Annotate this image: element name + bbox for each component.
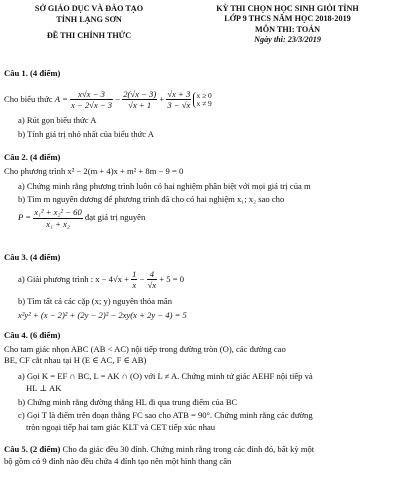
- official-exam-label: ĐỀ THI CHÍNH THỨC: [46, 30, 132, 40]
- q4-part-c-1: c) Gọi T là điểm trên đoạn thẳng FC sao cho ATB = 90°. Chứng minh rằng các đường: [18, 410, 313, 421]
- q1-fraction-3: [166, 89, 191, 111]
- q5-text-2: bộ gồm có 9 đỉnh nào đều chứa 4 đỉnh tạo nên một hình thang cân: [4, 455, 232, 466]
- q1-intro: Cho biểu thức: [4, 93, 53, 104]
- q2-part-a: a) Chứng minh rằng phương trình luôn có hai nghiệm phân biệt với mọi giá trị của m: [18, 181, 311, 192]
- exam-date: Ngày thi: 23/3/2019: [254, 34, 321, 44]
- q5-line-1: [4, 444, 396, 455]
- question-2-title: Câu 2. (4 điểm): [4, 152, 61, 162]
- q1-f3-den: 3 − √x: [167, 100, 191, 111]
- q3-a-prefix: a) Giải phương trình : x − 4√x +: [18, 273, 129, 284]
- question-1-title: Câu 1. (4 điểm): [4, 68, 61, 78]
- department-name: SỞ GIÁO DỤC VÀ ĐÀO TẠO: [34, 4, 144, 13]
- header-left: [14, 4, 164, 42]
- q3-a-f2-num: 4: [147, 269, 158, 281]
- q1-f2-den: √x + 1: [128, 100, 152, 111]
- q2-p-den: x₁ + x₂: [46, 218, 70, 229]
- q1-f1-num: x√x − 3: [70, 89, 113, 101]
- grade-year: LỚP 9 THCS NĂM HỌC 2018-2019: [224, 14, 351, 24]
- q5-text-1: Cho đa giác đều 30 đỉnh. Chứng minh rằng trong các đỉnh đó, bất kỳ một: [62, 444, 315, 454]
- question-5-title: Câu 5. (2 điểm): [4, 444, 61, 454]
- q2-intro: Cho phương trình x² − 2(m + 4)x + m² + 8m − 9 = 0: [4, 165, 184, 176]
- q1-part-b: b) Tính giá trị nhỏ nhất của biểu thức A: [18, 128, 155, 139]
- q2-p-fraction: [33, 207, 83, 229]
- q1-f1-den: x − 2√x − 3: [70, 100, 113, 111]
- question-1: [4, 68, 396, 140]
- q2-p-num: x₁² + x₂² − 60: [34, 206, 82, 217]
- q1-cond-1: x ≥ 0: [196, 90, 212, 100]
- q1-conditions: [193, 92, 211, 109]
- q4-part-a-2: HL ⊥ AK: [26, 382, 62, 393]
- q3-a-suffix: + 5 = 0: [159, 273, 185, 284]
- subject: MÔN THI: TOÁN: [254, 24, 321, 34]
- q1-part-a: a) Rút gọn biểu thức A: [18, 115, 97, 126]
- q2-p-expression: [4, 207, 396, 229]
- q3-a-fraction-1: [131, 269, 137, 291]
- q3-a-f2-den: √x: [147, 280, 157, 291]
- q2-part-b: b) Tìm m nguyên dương để phương trình đã cho có hai nghiệm x₁; x₂ sao cho: [18, 194, 285, 205]
- q3-a-minus: −: [139, 273, 145, 284]
- q3-part-a: [4, 269, 396, 291]
- q3-a-fraction-2: [147, 269, 158, 291]
- question-4: [4, 330, 396, 433]
- q1-expr-label: A =: [54, 93, 68, 104]
- q1-fraction-1: [70, 89, 113, 111]
- q2-p-tail: đạt giá trị nguyên: [84, 212, 146, 223]
- q1-fraction-2: [122, 89, 157, 111]
- q1-f2-num: 2(√x − 3): [123, 88, 157, 99]
- q4-part-c-2: tròn ngoại tiếp hai tam giác KLT và CET tiếp xúc nhau: [26, 422, 216, 433]
- q3-a-f1-num: 1: [132, 268, 137, 279]
- exam-name: KỲ THI CHỌN HỌC SINH GIỎI TỈNH: [216, 4, 359, 13]
- question-5: [4, 444, 396, 466]
- q1-f3-num: √x + 3: [167, 88, 191, 99]
- q4-intro-1: Cho tam giác nhọn ABC (AB < AC) nội tiếp trong đường tròn (O), các đường cao: [4, 343, 286, 354]
- province-name: TỈNH LẠNG SƠN: [56, 15, 122, 25]
- question-2: [4, 152, 396, 229]
- q4-intro-2: BE, CF cắt nhau tại H (E ∈ AC, F ∈ AB): [4, 355, 147, 366]
- q3-part-b: b) Tìm tất cả các cặp (x; y) nguyên thỏa mãn: [18, 296, 172, 307]
- q1-expression: Cho biểu thức A = $\frac{x√x - 3}{x - 2√x - 3}$ − $\frac{2(√x - 3)}{√x + 1}$ + $\frac{√x + 3}{3 - √x}$ x ≥ 0 x ≠ 9: [4, 88, 212, 111]
- q3-b-equation: x²y² + (x − 2)² + (2y − 2)² − 2xy(x + 2y − 4) = 5: [18, 309, 187, 320]
- q4-part-b: b) Chứng minh rằng đường thẳng HL đi qua trung điểm của BC: [18, 396, 238, 407]
- question-4-title: Câu 4. (6 điểm): [4, 330, 61, 340]
- header-right: [180, 4, 395, 45]
- q3-a-f1-den: x: [132, 280, 137, 291]
- q4-part-a-1: a) Gọi K = EF ∩ BC, L = AK ∩ (O) với L ≠ A. Chứng minh tứ giác AEHF nội tiếp và: [18, 371, 313, 382]
- q2-p-label: P =: [18, 212, 32, 223]
- question-3-title: Câu 3. (4 điểm): [4, 252, 61, 262]
- question-3: [4, 252, 396, 321]
- q1-cond-2: x ≠ 9: [196, 98, 212, 108]
